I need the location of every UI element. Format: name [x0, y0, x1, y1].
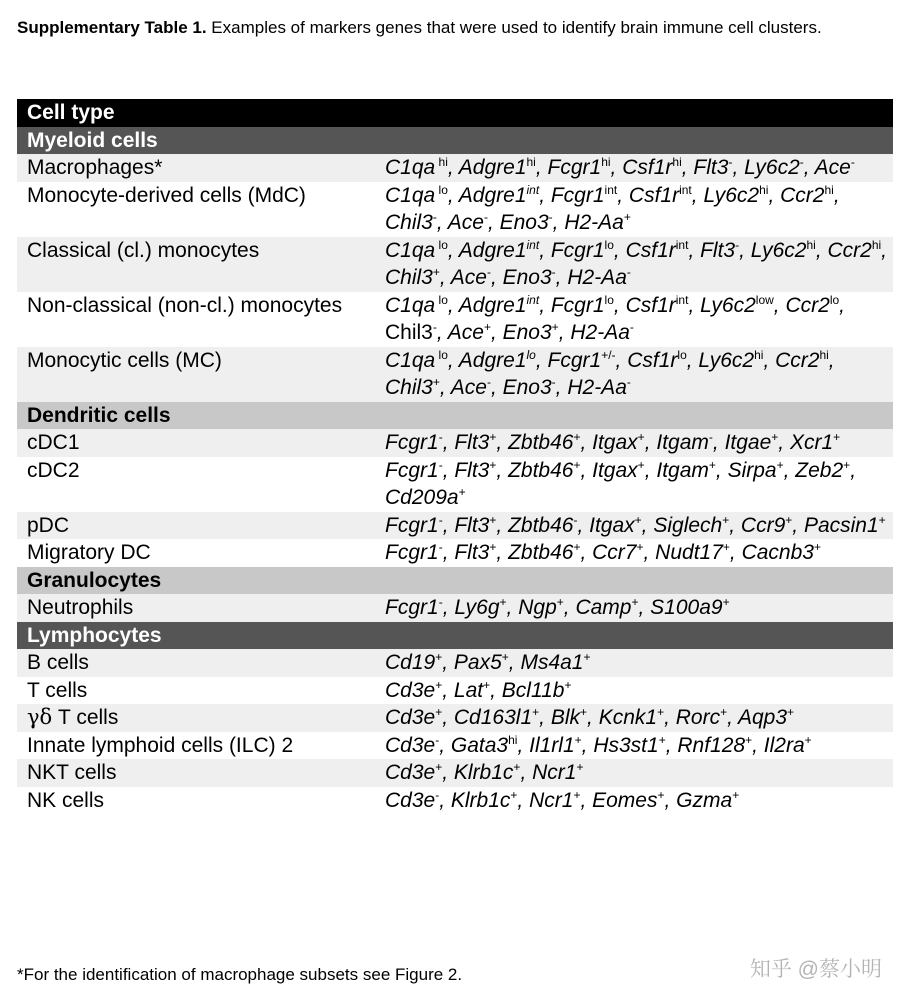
- expression-level: +: [458, 485, 466, 499]
- expression-level: +: [435, 705, 443, 719]
- expression-level: -: [850, 155, 855, 169]
- expression-level: hi: [819, 347, 829, 362]
- gene-symbol: Adgre1: [458, 156, 527, 179]
- table-row: [17, 347, 893, 402]
- expression-level: lo: [526, 347, 536, 362]
- expression-level: -: [438, 595, 443, 609]
- marker-genes: Fcgr1-, Flt3+, Zbtb46+, Itgax+, Itgam+, Sirpa+, Zeb2+, Cd209a+: [385, 457, 857, 509]
- gene-symbol: Fcgr1: [385, 596, 439, 619]
- gene-symbol: Nudt17: [655, 541, 723, 564]
- expression-level: +: [785, 512, 793, 527]
- marker-genes: C1qa $^{lo}$, $Adgre1^{int}$, $Fcgr1^{int}$, $Csf1r^{int}$, $Ly6c2^{hi}$, $Ccr2^{hi}$, Chil3-, Ace-, Eno3-, H2-Aa+: [385, 182, 840, 234]
- expression-level: +: [722, 595, 730, 609]
- expression-level: +: [634, 512, 642, 527]
- gene-symbol: Csf1r: [625, 293, 676, 317]
- expression-level: hi: [871, 237, 882, 252]
- gene-symbol: Itgax: [589, 513, 635, 537]
- gene-symbol: Ly6g: [454, 596, 500, 619]
- gene-symbol: Csf1r: [625, 238, 676, 262]
- expression-level: -: [438, 430, 443, 444]
- gene-symbol: Rnf128: [677, 733, 746, 757]
- gene-symbol: Ly6c2: [750, 238, 807, 262]
- gene-symbol: Camp: [575, 596, 632, 619]
- expression-level: -: [799, 155, 804, 169]
- cell-type-name: Innate lymphoid cells (ILC) 2: [27, 733, 294, 757]
- table-row: [17, 182, 893, 237]
- expression-level: +: [532, 705, 540, 719]
- gene-symbol: Chil3: [385, 321, 433, 344]
- gene-symbol: Fcgr1: [550, 293, 605, 317]
- expression-level: +: [432, 375, 440, 389]
- expression-level: +: [771, 430, 779, 444]
- expression-level: +: [787, 705, 795, 719]
- gene-symbol: Chil3: [385, 266, 433, 289]
- expression-level: hi: [508, 732, 518, 747]
- expression-level: +: [636, 540, 644, 554]
- gene-symbol: Kcnk1: [598, 706, 658, 729]
- expression-level: +: [556, 595, 564, 609]
- gene-symbol: Gzma: [676, 788, 733, 812]
- gene-symbol: Hs3st1: [593, 733, 659, 757]
- gene-symbol: Cd209a: [385, 486, 459, 509]
- expression-level: +: [657, 787, 665, 802]
- expression-level: int: [604, 182, 618, 197]
- gene-symbol: Flt3: [454, 541, 490, 564]
- gene-symbol: Aqp3: [738, 706, 788, 729]
- table-row: [17, 787, 893, 815]
- gene-symbol: Il1rl1: [529, 733, 575, 757]
- expression-level: +: [573, 540, 581, 554]
- section-label: Myeloid cells: [17, 127, 893, 155]
- gene-symbol: Flt3: [693, 156, 729, 179]
- gene-symbol: Ace: [447, 211, 484, 234]
- expression-level: hi: [601, 155, 611, 169]
- marker-genes: C1qa $^{lo}$, $Adgre1^{int}$, $Fcgr1^{lo}$, $Csf1r^{int}$, $Ly6c2^{low}$, $Ccr2^{lo}$, Chil3-, Ace+, Eno3+, H2-Aa-: [385, 292, 845, 344]
- gene-symbol: Csf1r: [622, 156, 673, 179]
- gene-symbol: Bcl11b: [501, 678, 565, 702]
- expression-level: +: [573, 430, 581, 444]
- gene-symbol: Itgam: [656, 458, 709, 482]
- marker-genes: C1qa $^{lo}$, $Adgre1^{lo}$, Fcgr1+/-, $Csf1r^{lo}$, $Ly6c2^{hi}$, $Ccr2^{hi}$, Chil3+, Ace-, Eno3-, H2-Aa-: [373, 347, 893, 402]
- gene-symbol: Fcgr1: [385, 431, 439, 454]
- table-row: [17, 594, 893, 622]
- expression-level: +: [745, 732, 753, 747]
- gene-symbol: Ncr1: [529, 788, 574, 812]
- expression-level: +: [637, 457, 645, 472]
- gene-symbol: Fcgr1: [385, 541, 439, 564]
- gene-symbol: Adgre1: [458, 293, 527, 317]
- section-label: Granulocytes: [17, 567, 893, 595]
- expression-level: +: [722, 512, 730, 527]
- expression-level: +: [489, 512, 497, 527]
- expression-level: +: [720, 705, 728, 719]
- gene-symbol: Cd19: [385, 651, 436, 674]
- section-row: [17, 567, 893, 595]
- expression-level: +: [513, 760, 521, 774]
- table-row: [17, 457, 893, 512]
- gene-symbol: Ly6c2: [744, 156, 800, 179]
- gene-symbol: Flt3: [454, 431, 490, 454]
- cell-type-name: T cells: [27, 678, 88, 702]
- gene-symbol: Cd3e: [385, 733, 436, 757]
- gene-symbol: Pax5: [453, 651, 502, 674]
- gene-symbol: C1qa: [385, 293, 436, 317]
- gene-symbol: Klrb1c: [453, 761, 514, 784]
- expression-level: +/-: [601, 347, 616, 362]
- gene-symbol: Ly6c2: [703, 183, 760, 207]
- expression-level: -: [483, 210, 488, 224]
- gene-symbol: Ccr2: [775, 348, 820, 372]
- gene-symbol: Itgae: [724, 431, 772, 454]
- gene-symbol: Cacnb3: [741, 541, 814, 564]
- cell-type-name: Monocyte-derived cells (MdC): [27, 183, 306, 207]
- gene-symbol: Ace: [814, 156, 851, 179]
- expression-level: +: [510, 787, 518, 802]
- cell-type-name: cDC2: [27, 458, 80, 482]
- expression-level: -: [551, 265, 556, 279]
- gene-symbol: H2-Aa: [570, 321, 630, 344]
- table-row: [17, 429, 893, 457]
- caption-title: Supplementary Table 1.: [17, 18, 207, 37]
- expression-level: -: [438, 457, 443, 472]
- expression-level: +: [435, 677, 443, 692]
- gene-symbol: Ace: [447, 321, 484, 344]
- gene-symbol: Eomes: [592, 788, 658, 812]
- gene-symbol: Cd3e: [385, 761, 436, 784]
- expression-level: +: [732, 787, 740, 802]
- gene-symbol: Csf1r: [627, 348, 678, 372]
- table-row: [17, 237, 893, 292]
- gene-symbol: Cd3e: [385, 678, 436, 702]
- expression-level: -: [435, 787, 440, 802]
- gene-symbol: Fcgr1: [385, 513, 439, 537]
- gene-symbol: Fcgr1: [550, 238, 605, 262]
- gene-symbol: Flt3: [700, 238, 736, 262]
- table-row: [17, 677, 893, 705]
- gene-symbol: Cd3e: [385, 706, 436, 729]
- marker-genes: Cd3e+, Lat+, Bcl11b+: [385, 677, 572, 702]
- expression-level: -: [551, 375, 556, 389]
- gene-symbol: Zeb2: [795, 458, 844, 482]
- gene-symbol: C1qa: [385, 183, 436, 207]
- expression-level: +: [658, 732, 666, 747]
- marker-genes: Cd19+, Pax5+, Ms4a1+: [373, 649, 893, 677]
- gene-symbol: Zbtb46: [508, 458, 574, 482]
- marker-genes: C1qa $^{hi}$, $Adgre1^{hi}$, $Fcgr1^{hi}$, $Csf1r^{hi}$, Flt3-, Ly6c2-, Ace-: [373, 154, 893, 182]
- expression-level: +: [574, 732, 582, 747]
- expression-level: +: [576, 760, 584, 774]
- gene-symbol: Chil3: [385, 211, 433, 234]
- table-row: [17, 539, 893, 567]
- expression-level: -: [573, 512, 578, 527]
- expression-level: -: [626, 265, 631, 279]
- gene-symbol: Ace: [450, 266, 487, 289]
- caption-text: Examples of markers genes that were used to identify brain immune cell clusters.: [206, 18, 822, 37]
- table-row: [17, 759, 893, 787]
- gene-symbol: Zbtb46: [508, 431, 574, 454]
- gene-symbol: Adgre1: [458, 348, 527, 372]
- gene-symbol: Lat: [453, 678, 484, 702]
- marker-genes: Cd3e-, $Gata3^{hi}$, Il1rl1+, Hs3st1+, Rnf128+, Il2ra+: [385, 732, 812, 757]
- cell-type-name: Migratory DC: [27, 541, 151, 564]
- gene-symbol: Rorc: [675, 706, 721, 729]
- gene-symbol: Adgre1: [458, 238, 527, 262]
- expression-level: +: [573, 457, 581, 472]
- table-caption: [17, 10, 893, 45]
- gene-symbol: Ccr7: [592, 541, 637, 564]
- gene-symbol: H2-Aa: [564, 211, 624, 234]
- marker-genes: Fcgr1-, Ly6g+, Ngp+, Camp+, S100a9+: [373, 594, 893, 622]
- cell-type-name: Non-classical (non-cl.) monocytes: [27, 293, 343, 317]
- marker-genes: Fcgr1-, Flt3+, Zbtb46+, Itgax+, Itgam-, Itgae+, Xcr1+: [373, 429, 893, 457]
- marker-genes-table: [17, 99, 893, 814]
- expression-level: +: [583, 650, 591, 664]
- expression-level: int: [675, 292, 689, 307]
- expression-level: -: [626, 375, 631, 389]
- gene-symbol: Fcgr1: [547, 156, 602, 179]
- gene-symbol: Cd163l1: [453, 706, 533, 729]
- expression-level: int: [679, 182, 692, 197]
- expression-level: hi: [526, 155, 536, 169]
- section-label: Lymphocytes: [17, 622, 893, 650]
- expression-level: +: [483, 677, 491, 692]
- marker-genes: C1qa $^{lo}$, $Adgre1^{int}$, $Fcgr1^{lo}$, $Csf1r^{int}$, Flt3-, $Ly6c2^{hi}$, $Ccr2^{hi}$, Chil3+, Ace-, Eno3-, H2-Aa-: [373, 237, 893, 292]
- expression-level: hi: [824, 182, 834, 197]
- gene-symbol: C1qa: [385, 156, 436, 179]
- expression-level: lo: [604, 292, 614, 307]
- expression-level: lo: [604, 237, 614, 252]
- expression-level: -: [438, 512, 443, 527]
- marker-genes: Fcgr1-, Flt3+, Zbtb46+, Ccr7+, Nudt17+, Cacnb3+: [385, 540, 821, 564]
- expression-level: hi: [435, 155, 448, 169]
- expression-level: +: [722, 540, 730, 554]
- footnote: *For the identification of macrophage subsets see Figure 2.: [17, 965, 463, 984]
- expression-level: +: [551, 320, 559, 334]
- gene-symbol: Il2ra: [763, 733, 805, 757]
- expression-level: int: [526, 237, 540, 252]
- marker-genes: Cd3e+, Cd163l1+, Blk+, Kcnk1+, Rorc+, Aqp3+: [373, 704, 893, 732]
- gene-symbol: Ngp: [518, 596, 557, 619]
- expression-level: -: [438, 540, 443, 554]
- gene-symbol: Xcr1: [789, 431, 834, 454]
- gene-symbol: Fcgr1: [385, 458, 439, 482]
- expression-level: -: [486, 375, 491, 389]
- gene-symbol: Sirpa: [727, 458, 777, 482]
- table-row: [17, 154, 893, 182]
- gene-symbol: Chil3: [385, 376, 433, 399]
- expression-level: -: [432, 210, 437, 224]
- expression-level: int: [526, 182, 540, 197]
- expression-level: +: [878, 512, 886, 527]
- expression-level: +: [631, 595, 639, 609]
- gene-symbol: Zbtb46: [508, 541, 574, 564]
- gene-symbol: Itgax: [592, 458, 638, 482]
- expression-level: +: [435, 650, 443, 664]
- gene-symbol: H2-Aa: [567, 266, 627, 289]
- gene-symbol: Eno3: [502, 376, 552, 399]
- expression-level: +: [432, 265, 440, 279]
- gene-symbol: Ace: [450, 376, 487, 399]
- expression-level: hi: [759, 182, 769, 197]
- gene-symbol: Itgam: [656, 431, 709, 454]
- cell-type-name: NK cells: [27, 788, 105, 812]
- table-header-row: [17, 99, 893, 127]
- gene-symbol: Gata3: [450, 733, 509, 757]
- gene-symbol: Siglech: [653, 513, 723, 537]
- gene-symbol: Ms4a1: [520, 651, 584, 674]
- expression-level: hi: [754, 347, 764, 362]
- gene-symbol: Blk: [550, 706, 580, 729]
- gene-symbol: Eno3: [502, 321, 552, 344]
- table-row: [17, 649, 893, 677]
- gene-symbol: Adgre1: [458, 183, 527, 207]
- expression-level: +: [573, 787, 581, 802]
- cell-type-name: cDC1: [17, 429, 373, 457]
- gene-symbol: Ncr1: [532, 761, 577, 784]
- expression-level: -: [629, 320, 634, 334]
- expression-level: +: [489, 430, 497, 444]
- watermark: 知乎 @蔡小明: [749, 958, 882, 981]
- cell-type-name: pDC: [17, 512, 373, 540]
- expression-level: +: [813, 540, 821, 554]
- table-row: [17, 292, 893, 347]
- expression-level: hi: [806, 237, 816, 252]
- expression-level: -: [486, 265, 491, 279]
- gene-symbol: Ccr9: [740, 513, 786, 537]
- header-cell-type: Cell type: [17, 99, 893, 127]
- table-row: [17, 512, 893, 540]
- expression-level: +: [637, 430, 645, 444]
- expression-level: +: [501, 650, 509, 664]
- gene-symbol: C1qa: [385, 348, 436, 372]
- expression-level: lo: [435, 347, 448, 362]
- table-row: [17, 732, 893, 760]
- gene-symbol: Zbtb46: [508, 513, 574, 537]
- expression-level: +: [623, 210, 631, 224]
- expression-level: low: [755, 292, 774, 307]
- gene-symbol: Cd3e: [385, 788, 436, 812]
- expression-level: +: [564, 677, 572, 692]
- cell-type-name: Monocytic cells (MC): [17, 347, 373, 402]
- gene-symbol: Itgax: [592, 431, 638, 454]
- cell-type-name: Macrophages*: [17, 154, 373, 182]
- expression-level: +: [499, 595, 507, 609]
- section-row: [17, 127, 893, 155]
- expression-level: +: [708, 457, 716, 472]
- gene-symbol: Pacsin1: [803, 513, 879, 537]
- expression-level: +: [657, 705, 665, 719]
- gene-symbol: Ccr2: [780, 183, 825, 207]
- gene-symbol: Ccr2: [827, 238, 872, 262]
- expression-level: -: [735, 237, 740, 252]
- expression-level: +: [776, 457, 784, 472]
- expression-level: lo: [435, 182, 448, 197]
- expression-level: +: [833, 430, 841, 444]
- gene-symbol: Flt3: [454, 513, 490, 537]
- expression-level: -: [432, 320, 437, 334]
- section-row: [17, 402, 893, 430]
- gene-symbol: Ly6c2: [698, 348, 755, 372]
- marker-genes: Cd3e-, Klrb1c+, Ncr1+, Eomes+, Gzma+: [385, 787, 740, 812]
- cell-type-name: γδ T cells: [17, 704, 373, 732]
- gene-symbol: S100a9: [650, 596, 723, 619]
- gene-symbol: C1qa: [385, 238, 436, 262]
- cell-type-name: Neutrophils: [17, 594, 373, 622]
- cell-type-name: Classical (cl.) monocytes: [17, 237, 373, 292]
- cell-type-name: B cells: [17, 649, 373, 677]
- gene-symbol: Klrb1c: [450, 788, 511, 812]
- expression-level: int: [526, 292, 540, 307]
- expression-level: -: [728, 155, 733, 169]
- expression-level: +: [580, 705, 588, 719]
- gene-symbol: Ccr2: [785, 293, 830, 317]
- gene-symbol: Fcgr1: [550, 183, 605, 207]
- gene-symbol: Flt3: [454, 458, 490, 482]
- cell-type-name: NKT cells: [17, 759, 373, 787]
- expression-level: +: [804, 732, 812, 747]
- section-label: Dendritic cells: [17, 402, 893, 430]
- expression-level: int: [675, 237, 689, 252]
- expression-level: lo: [435, 237, 448, 252]
- gene-symbol: Fcgr1: [547, 348, 602, 372]
- marker-genes: Fcgr1-, Flt3+, Zbtb46-, Itgax+, Siglech+, Ccr9+, Pacsin1+: [373, 512, 893, 540]
- gene-symbol: H2-Aa: [567, 376, 627, 399]
- gene-symbol: Eno3: [499, 211, 549, 234]
- gene-symbol: Csf1r: [628, 183, 680, 207]
- expression-level: -: [708, 430, 713, 444]
- expression-level: hi: [672, 155, 682, 169]
- expression-level: +: [489, 540, 497, 554]
- marker-genes: Cd3e+, Klrb1c+, Ncr1+: [373, 759, 893, 787]
- expression-level: lo: [435, 292, 448, 307]
- expression-level: +: [843, 457, 851, 472]
- gene-symbol: Ly6c2: [700, 293, 756, 317]
- table-body: [17, 99, 893, 814]
- expression-level: +: [489, 457, 497, 472]
- expression-level: +: [483, 320, 491, 334]
- expression-level: +: [435, 760, 443, 774]
- table-row: [17, 704, 893, 732]
- expression-level: -: [435, 732, 440, 747]
- expression-level: lo: [829, 292, 840, 307]
- expression-level: lo: [677, 347, 687, 362]
- section-row: [17, 622, 893, 650]
- expression-level: -: [548, 210, 553, 224]
- gene-symbol: Eno3: [502, 266, 552, 289]
